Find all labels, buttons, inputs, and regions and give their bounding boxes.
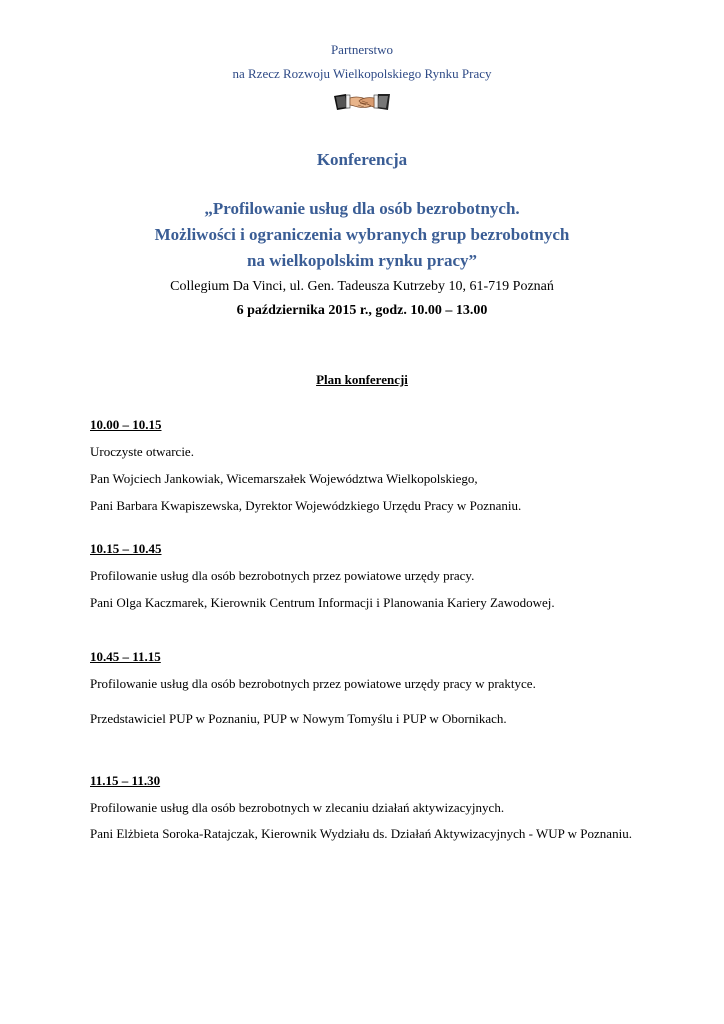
handshake-icon bbox=[332, 88, 392, 118]
event-date: 6 października 2015 r., godz. 10.00 – 13.00 bbox=[236, 303, 488, 318]
session-line: Przedstawiciel PUP w Poznaniu, PUP w Nowym Tomyślu i PUP w Obornikach. bbox=[90, 711, 507, 726]
org-name-line1: Partnerstwo bbox=[330, 42, 394, 57]
session-line: Profilowanie usług dla osób bezrobotnych przez powiatowe urzędy pracy. bbox=[90, 568, 475, 583]
session-time: 10.00 – 10.15 bbox=[90, 417, 162, 432]
session-line: Uroczyste otwarcie. bbox=[90, 444, 194, 459]
session-time: 11.15 – 11.30 bbox=[90, 773, 161, 788]
session-line: Pani Olga Kaczmarek, Kierownik Centrum Informacji i Planowania Kariery Zawodowej. bbox=[90, 595, 555, 610]
event-title-line2: Możliwości i ograniczenia wybranych grup bezrobotnych bbox=[154, 225, 570, 244]
event-venue: Collegium Da Vinci, ul. Gen. Tadeusza Kutrzeby 10, 61-719 Poznań bbox=[170, 279, 554, 294]
session-time: 10.15 – 10.45 bbox=[90, 541, 162, 556]
session-line: Profilowanie usług dla osób bezrobotnych w zlecaniu działań aktywizacyjnych. bbox=[90, 800, 505, 815]
session-line: Profilowanie usług dla osób bezrobotnych przez powiatowe urzędy pracy w praktyce. bbox=[90, 676, 536, 691]
org-name-line2: na Rzecz Rozwoju Wielkopolskiego Rynku Pracy bbox=[232, 66, 492, 81]
event-title-line3: na wielkopolskim rynku pracy” bbox=[246, 251, 477, 270]
event-title-line1: „Profilowanie usług dla osób bezrobotnych. bbox=[204, 199, 520, 218]
event-heading: Konferencja bbox=[316, 150, 408, 169]
session-time: 10.45 – 11.15 bbox=[90, 649, 161, 664]
session-line: Pan Wojciech Jankowiak, Wicemarszałek Województwa Wielkopolskiego, bbox=[90, 471, 478, 486]
plan-heading: Plan konferencji bbox=[316, 372, 408, 387]
session-line: Pani Elżbieta Soroka-Ratajczak, Kierownik Wydziału ds. Działań Aktywizacyjnych - WUP w Poznaniu. bbox=[90, 826, 632, 841]
session-line: Pani Barbara Kwapiszewska, Dyrektor Wojewódzkiego Urzędu Pracy w Poznaniu. bbox=[90, 498, 522, 513]
